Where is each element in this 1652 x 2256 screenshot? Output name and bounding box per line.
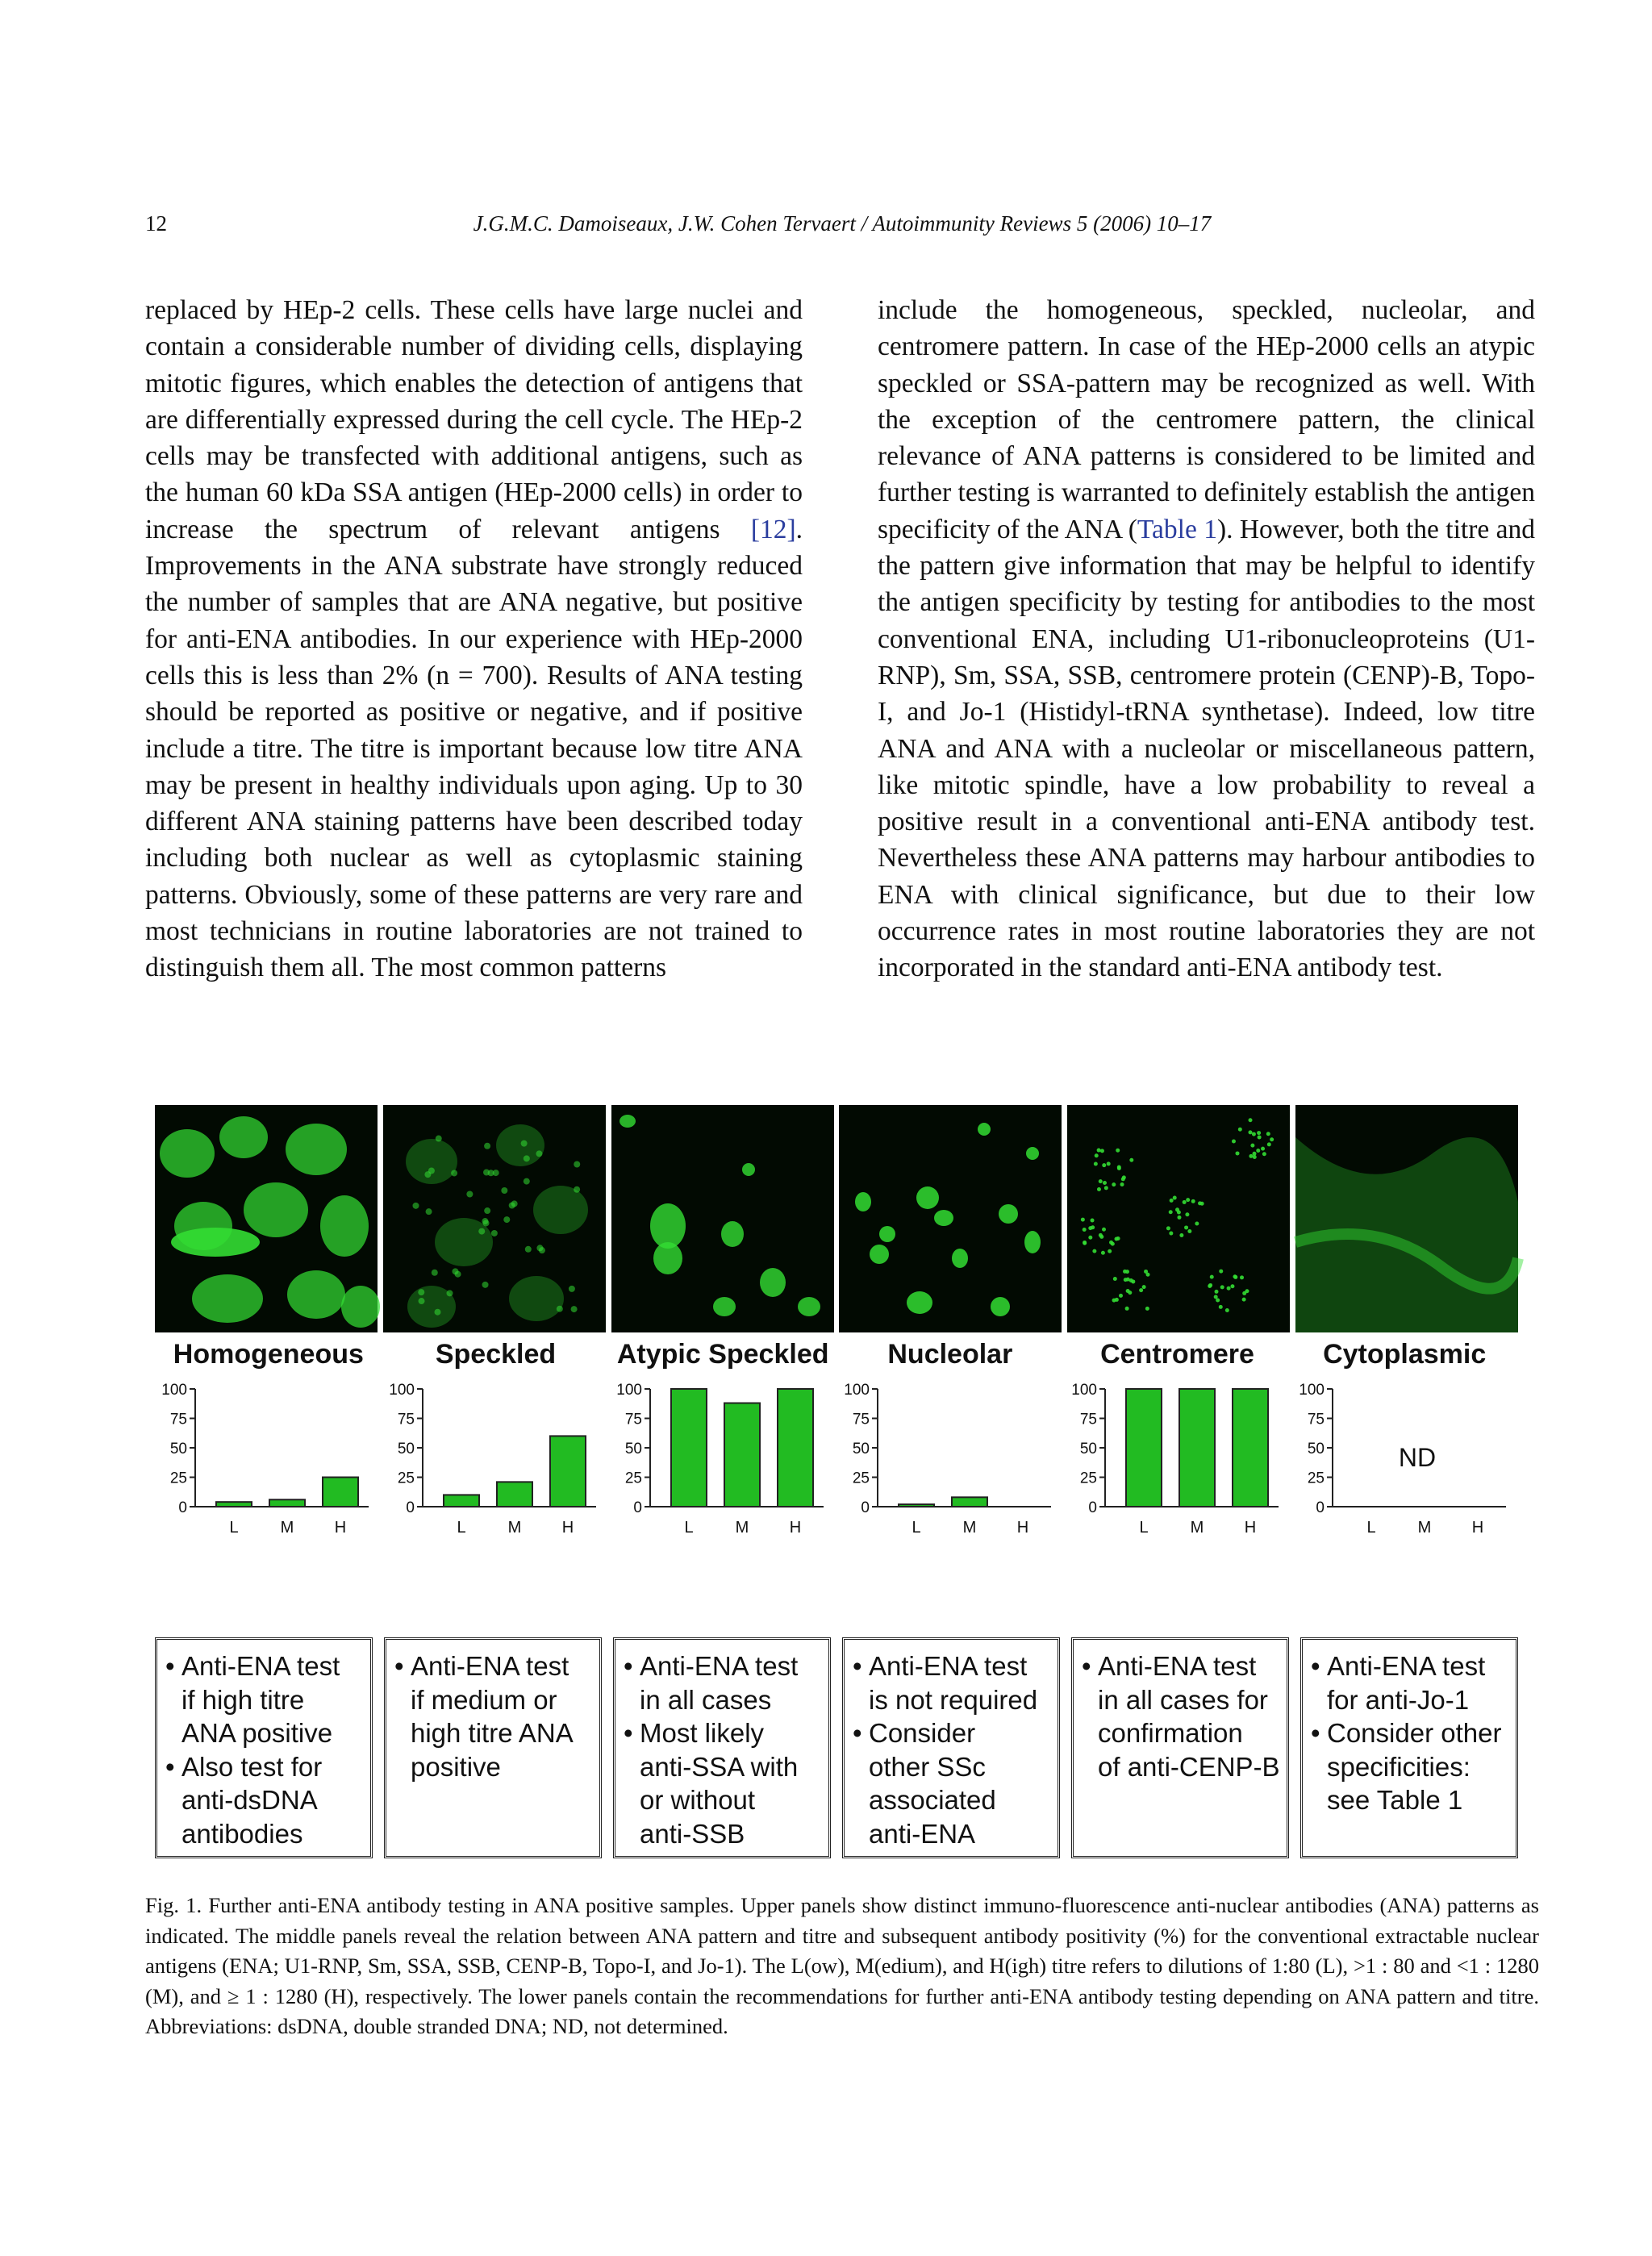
centromere-dot (1216, 1298, 1220, 1302)
panel-label: Homogeneous (173, 1339, 364, 1370)
bar (778, 1389, 813, 1507)
bar (323, 1478, 358, 1507)
centromere-dot (1219, 1270, 1223, 1274)
atypic-speckle (620, 1115, 636, 1128)
centromere-dot (1195, 1221, 1199, 1225)
nucleolus-dot (879, 1226, 895, 1242)
y-tick-label: 100 (844, 1382, 870, 1399)
centromere-dot (1091, 1225, 1095, 1229)
recommendation-box (842, 1637, 1060, 1858)
centromere-dot (1095, 1153, 1099, 1157)
micrograph-atypic-speckled (611, 1105, 834, 1332)
centromere-dot (1107, 1161, 1111, 1166)
y-tick-label: 50 (1307, 1441, 1325, 1457)
bar (444, 1495, 479, 1507)
speckle-dot (574, 1186, 580, 1193)
bar (1179, 1389, 1215, 1507)
centromere-dot (1242, 1298, 1246, 1302)
centromere-dot (1178, 1216, 1182, 1220)
citation-link[interactable]: [12] (750, 514, 796, 544)
y-tick-label: 100 (389, 1382, 415, 1399)
bar (1233, 1389, 1268, 1507)
recommendation-item: • Consider other specificities: see Table 1 (1311, 1716, 1511, 1817)
recommendation-list (394, 1649, 594, 1783)
panel-label: Cytoplasmic (1323, 1339, 1487, 1370)
centromere-dot (1210, 1275, 1214, 1279)
centromere-dot (1180, 1233, 1184, 1237)
nucleus-shape (341, 1286, 380, 1328)
speckle-dot (525, 1246, 532, 1253)
centromere-dot (1249, 1130, 1253, 1134)
bar (216, 1502, 252, 1507)
speckle-dot (484, 1207, 490, 1214)
body-column-left (145, 292, 803, 986)
x-tick-label: L (912, 1519, 921, 1537)
centromere-dot (1251, 1144, 1255, 1148)
chart-panel (844, 1382, 1051, 1537)
recommendation-list (165, 1649, 365, 1850)
micrograph-image (383, 1105, 606, 1332)
bar (899, 1504, 934, 1507)
speckle-dot (434, 1309, 440, 1316)
centromere-dot (1128, 1291, 1132, 1295)
x-tick-label: L (1139, 1519, 1149, 1537)
x-tick-label: M (1190, 1519, 1204, 1537)
panel-label: Speckled (435, 1339, 557, 1370)
centromere-dot (1186, 1198, 1190, 1202)
centromere-dot (1100, 1149, 1104, 1153)
nucleolus-dot (855, 1192, 871, 1211)
y-tick-label: 100 (1071, 1382, 1097, 1399)
centromere-dot (1208, 1284, 1212, 1288)
running-title: J.G.M.C. Damoiseaux, J.W. Cohen Tervaert / Autoimmunity Reviews 5 (2006) 10–17 (473, 211, 1212, 236)
speckle-dot (484, 1143, 490, 1149)
x-tick-label: L (457, 1519, 466, 1537)
centromere-dot (1256, 1149, 1260, 1153)
speckle-dot (418, 1289, 424, 1295)
centromere-dot (1261, 1147, 1265, 1151)
speckle-dot (446, 1290, 453, 1296)
speckle-dot (478, 1228, 485, 1235)
centromere-dot (1236, 1151, 1240, 1155)
y-tick-label: 75 (852, 1411, 870, 1428)
centromere-dot (1125, 1307, 1129, 1311)
chart-panel (389, 1382, 596, 1537)
speckle-dot (569, 1286, 575, 1292)
centromere-dot (1108, 1249, 1112, 1253)
nucleolus-dot (916, 1186, 939, 1209)
speckle-dot (501, 1187, 507, 1194)
nucleus-shape (160, 1129, 215, 1178)
paragraph: replaced by HEp-2 cells. These cells have large nuclei and contain a considerable number of dividing cells, displaying mitotic figures, which enables the detection of antigens that are differentially expressed during the cell cycle. The HEp-2 cells may be transfected with additional antigens, such as the human 60 kDa SSA antigen (HEp-2000 cells) in order to increase the spectrum of relevant antigens [12]. Improvements in the ANA substrate have strongly reduced the number of samples that are ANA negative, but positive for anti-ENA antibodies. In our experience with HEp-2000 cells this is less than 2% (n = 700). Results of ANA testing should be reported as positive or negative, and if positive include a titre. The titre is important because low titre ANA may be present in healthy individuals upon aging. Up to 30 different ANA staining patterns have been described today including both nuclear as well as cytoplasmic staining patterns. Obviously, some of these patterns are very rare and most technicians in routine laboratories are not trained to distinguish them all. The most common patterns (145, 295, 803, 983)
bar (671, 1389, 707, 1507)
chart-panel (1299, 1382, 1506, 1537)
centromere-dot (1262, 1152, 1266, 1156)
y-tick-label: 75 (1307, 1411, 1325, 1428)
y-tick-label: 25 (1307, 1470, 1325, 1487)
centromere-dot (1145, 1307, 1149, 1311)
y-tick-label: 0 (178, 1499, 187, 1516)
atypic-speckle (713, 1297, 736, 1316)
centromere-dot (1115, 1298, 1119, 1302)
speckle-dot (432, 1270, 438, 1276)
y-tick-label: 75 (624, 1411, 642, 1428)
centromere-dot (1083, 1228, 1087, 1232)
speckle-dot (570, 1306, 577, 1312)
centromere-dot (1184, 1225, 1188, 1229)
speckle-dot (425, 1208, 432, 1215)
centromere-dot (1132, 1279, 1136, 1283)
y-tick-label: 0 (861, 1499, 870, 1516)
nucleolus-dot (934, 1210, 953, 1226)
speckle-dot (574, 1161, 580, 1168)
centromere-dot (1097, 1187, 1101, 1191)
centromere-dot (1144, 1270, 1148, 1274)
recommendation-item: • Anti-ENA test in all cases (624, 1649, 824, 1716)
speckle-dot (436, 1136, 442, 1142)
centromere-dot (1166, 1226, 1170, 1230)
x-tick-label: M (1417, 1519, 1432, 1537)
nucleus-shape (509, 1276, 564, 1321)
centromere-dot (1183, 1200, 1187, 1204)
speckle-dot (536, 1150, 542, 1157)
centromere-dot (1170, 1232, 1174, 1236)
paragraph: include the homogeneous, speckled, nucleolar, and centromere pattern. In case of the HEp-2000 cells an atypic speckled or SSA-pattern may be recognized as well. With the exception of the centromere pattern, the clinical relevance of ANA patterns is considered to be limited and further testing is warranted to definitely establish the antigen specificity of the ANA (Table 1). However, both the titre and the pattern give information that may be helpful to identify the antigen specificity by testing for antibodies to the most conventional ENA, including U1-ribonucleoproteins (U1-RNP), Sm, SSA, SSB, centromere protein (CENP)-B, Topo-I, and Jo-1 (Histidyl-tRNA synthetase). Indeed, low titre ANA and ANA with a nucleolar or miscellaneous pattern, like mitotic spindle, have a low probability to reveal a positive result in a conventional anti-ENA antibody test. Nevertheless these ANA patterns may harbour antibodies to ENA with clinical significance, but due to their low occurrence rates in most routine laboratories they are not incorporated in the standard anti-ENA antibody test. (878, 295, 1535, 983)
micrograph-centromere (1067, 1105, 1290, 1332)
x-tick-label: H (561, 1519, 574, 1537)
recommendation-box (1300, 1637, 1518, 1858)
y-tick-label: 100 (616, 1382, 642, 1399)
micrograph-image (155, 1105, 378, 1332)
centromere-dot (1258, 1135, 1262, 1139)
centromere-dot (1139, 1288, 1143, 1292)
recommendation-item: • Anti-ENA test in all cases for confirmation of anti-CENP-B (1082, 1649, 1282, 1783)
y-tick-label: 100 (161, 1382, 187, 1399)
page-number: 12 (145, 211, 167, 236)
bar-charts-svg (155, 1382, 1518, 1537)
speckle-dot (451, 1170, 457, 1176)
x-tick-label: H (1244, 1519, 1257, 1537)
centromere-dot (1266, 1132, 1270, 1136)
centromere-dot (1231, 1284, 1235, 1288)
centromere-dot (1198, 1201, 1202, 1205)
centromere-dot (1112, 1182, 1116, 1186)
x-tick-label: M (280, 1519, 294, 1537)
recommendation-item: • Anti-ENA test if medium or high titre ANA positive (394, 1649, 594, 1783)
panel-labels (155, 1339, 1518, 1370)
centromere-dot (1253, 1155, 1257, 1159)
x-tick-label: L (684, 1519, 694, 1537)
nucleus-shape (192, 1274, 263, 1323)
speckle-dot (520, 1141, 527, 1147)
nucleolus-dot (1024, 1231, 1041, 1253)
centromere-dot (1169, 1210, 1173, 1214)
recommendation-list (624, 1649, 824, 1850)
speckle-dot (536, 1245, 543, 1251)
nucleus-shape (320, 1195, 369, 1257)
y-tick-label: 25 (397, 1470, 415, 1487)
centromere-dot (1238, 1128, 1242, 1132)
nucleus-shape (406, 1139, 457, 1184)
centromere-dot (1220, 1285, 1224, 1289)
recommendation-item: • Also test for anti-dsDNA antibodies (165, 1750, 365, 1851)
micrograph-image (839, 1105, 1062, 1332)
speckle-dot (491, 1230, 498, 1236)
y-tick-label: 25 (1079, 1470, 1097, 1487)
centromere-dot (1102, 1163, 1106, 1167)
centromere-dot (1104, 1186, 1108, 1190)
recommendation-item: • Consider other SSc associated anti-ENA (853, 1716, 1053, 1850)
y-tick-label: 0 (633, 1499, 642, 1516)
atypic-speckle (798, 1297, 820, 1316)
atypic-speckle (650, 1203, 686, 1249)
nucleus-shape (287, 1270, 345, 1319)
centromere-dot (1120, 1182, 1124, 1186)
micrograph-speckled (383, 1105, 606, 1332)
x-tick-label: H (1471, 1519, 1484, 1537)
y-tick-label: 100 (1299, 1382, 1325, 1399)
recommendation-item: • Anti-ENA test is not required (853, 1649, 1053, 1716)
y-tick-label: 75 (397, 1411, 415, 1428)
panel-label: Nucleolar (887, 1339, 1013, 1370)
centromere-dot (1177, 1210, 1181, 1214)
centromere-dot (1102, 1228, 1106, 1232)
centromere-dot (1111, 1242, 1115, 1246)
centromere-dot (1252, 1132, 1256, 1136)
x-tick-label: H (1016, 1519, 1029, 1537)
y-tick-label: 25 (624, 1470, 642, 1487)
y-tick-label: 50 (624, 1441, 642, 1457)
speckle-dot (487, 1170, 494, 1176)
bar (724, 1403, 760, 1507)
micrograph-image (611, 1105, 834, 1332)
caption-text: Fig. 1. Further anti-ENA antibody testing in ANA positive samples. Upper panels show distinct immuno-fluorescence anti-nuclear antibodies (ANA) patterns as indicated. The middle panels reveal the relation between ANA pattern and titre and subsequent antibody positivity (%) for the conventional extractable nuclear antigens (ENA; U1-RNP, Sm, SSA, SSB, CENP-B, Topo-I, and Jo-1). The L(ow), M(edium), and H(igh) titre refers to dilutions of 1:80 (L), >1 : 80 and <1 : 1280 (M), and ≥ 1 : 1280 (H), respectively. The lower panels contain the recommendations for further anti-ENA antibody testing depending on ANA pattern and titre. Abbreviations: dsDNA, double stranded DNA; ND, not determined. (145, 1893, 1539, 2038)
centromere-dot (1116, 1236, 1120, 1241)
titre-bar-charts (155, 1382, 1518, 1537)
y-tick-label: 50 (169, 1441, 187, 1457)
micrograph-image (1295, 1105, 1518, 1332)
nucleolus-dot (907, 1291, 932, 1314)
centromere-dot (1117, 1166, 1121, 1170)
page-header (145, 211, 1539, 244)
centromere-dot (1234, 1275, 1238, 1279)
recommendation-item: • Most likely anti-SSA with or without anti-SSB (624, 1716, 824, 1850)
speckle-dot (452, 1268, 458, 1274)
bar (550, 1436, 586, 1507)
recommendation-list (1082, 1649, 1282, 1783)
centromere-dot (1142, 1285, 1146, 1289)
centromere-dot (1173, 1196, 1177, 1200)
centromere-dot (1099, 1179, 1103, 1183)
nucleolus-dot (870, 1245, 889, 1264)
centromere-dot (1091, 1218, 1095, 1222)
centromere-dot (1089, 1236, 1093, 1240)
recommendation-item: • Anti-ENA test if high titre ANA positive (165, 1649, 365, 1750)
micrograph-row (155, 1105, 1518, 1332)
table-link[interactable]: Table 1 (1137, 514, 1217, 544)
nucleolus-dot (978, 1123, 991, 1136)
nucleolus-dot (952, 1249, 968, 1268)
speckle-dot (557, 1306, 563, 1312)
bar (269, 1499, 305, 1507)
centromere-dot (1081, 1218, 1085, 1222)
centromere-dot (1101, 1251, 1105, 1255)
chart-panel (616, 1382, 824, 1537)
panel-label: Centromere (1100, 1339, 1254, 1370)
y-tick-label: 25 (169, 1470, 187, 1487)
mitotic-figure (171, 1228, 260, 1257)
centromere-dot (1097, 1149, 1101, 1153)
centromere-dot (1232, 1140, 1236, 1144)
recommendation-list (1311, 1649, 1511, 1817)
centromere-dot (1240, 1275, 1244, 1279)
nucleolus-dot (999, 1204, 1018, 1224)
y-tick-label: 75 (1079, 1411, 1097, 1428)
centromere-dot (1122, 1175, 1126, 1179)
speckle-dot (418, 1298, 424, 1304)
y-tick-label: 0 (406, 1499, 415, 1516)
x-tick-label: L (229, 1519, 239, 1537)
micrograph-homogeneous (155, 1105, 378, 1332)
y-tick-label: 50 (852, 1441, 870, 1457)
centromere-dot (1113, 1277, 1117, 1281)
panel-label: Atypic Speckled (616, 1339, 829, 1370)
y-tick-label: 50 (1079, 1441, 1097, 1457)
atypic-speckle (721, 1221, 744, 1247)
bar (497, 1482, 532, 1507)
recommendation-boxes (155, 1637, 1518, 1865)
nucleus-shape (244, 1182, 308, 1237)
y-tick-label: 50 (397, 1441, 415, 1457)
nucleus-shape (496, 1124, 544, 1166)
y-tick-label: 0 (1088, 1499, 1097, 1516)
y-tick-label: 75 (169, 1411, 187, 1428)
y-tick-label: 0 (1316, 1499, 1325, 1516)
recommendation-item: • Anti-ENA test for anti-Jo-1 (1311, 1649, 1511, 1716)
speckle-dot (428, 1167, 435, 1174)
x-tick-label: H (334, 1519, 347, 1537)
speckle-dot (524, 1155, 530, 1161)
atypic-speckle (653, 1242, 682, 1274)
nucleolus-dot (991, 1297, 1010, 1316)
body-column-right (878, 292, 1535, 986)
chart-panel (161, 1382, 369, 1537)
centromere-dot (1099, 1233, 1103, 1237)
centromere-dot (1124, 1278, 1128, 1282)
speckle-dot (503, 1216, 510, 1223)
nd-annotation: ND (1398, 1443, 1437, 1472)
centromere-dot (1188, 1229, 1192, 1233)
speckle-dot (482, 1218, 488, 1224)
centromere-dot (1191, 1199, 1195, 1203)
bar (952, 1497, 987, 1507)
nucleus-shape (286, 1124, 347, 1175)
micrograph-nucleolar (839, 1105, 1062, 1332)
centromere-dot (1267, 1142, 1271, 1146)
centromere-dot (1093, 1249, 1097, 1253)
recommendation-box (155, 1637, 373, 1858)
recommendation-box (613, 1637, 831, 1858)
centromere-dot (1270, 1137, 1274, 1141)
micrograph-image (1067, 1105, 1290, 1332)
speckle-dot (466, 1191, 473, 1198)
speckle-dot (524, 1178, 530, 1185)
x-tick-label: L (1366, 1519, 1376, 1537)
x-tick-label: M (507, 1519, 522, 1537)
bar (1126, 1389, 1162, 1507)
x-tick-label: M (735, 1519, 749, 1537)
centromere-dot (1227, 1286, 1231, 1291)
centromere-dot (1219, 1305, 1223, 1309)
centromere-dot (1103, 1181, 1107, 1185)
recommendation-box (1071, 1637, 1289, 1858)
x-tick-label: M (962, 1519, 977, 1537)
nucleolus-dot (1026, 1147, 1039, 1160)
centromere-dot (1130, 1158, 1134, 1162)
centromere-dot (1170, 1199, 1174, 1203)
micrograph-cytoplasmic (1295, 1105, 1518, 1332)
centromere-dot (1094, 1161, 1098, 1166)
x-tick-label: H (789, 1519, 802, 1537)
centromere-dot (1116, 1149, 1120, 1153)
speckle-dot (412, 1203, 419, 1209)
centromere-dot (1225, 1308, 1229, 1312)
centromere-dot (1249, 1154, 1254, 1158)
centromere-dot (1257, 1131, 1261, 1135)
y-tick-label: 25 (852, 1470, 870, 1487)
speckle-dot (482, 1282, 488, 1288)
centromere-dot (1186, 1212, 1190, 1216)
nucleus-shape (219, 1116, 268, 1158)
centromere-dot (1249, 1118, 1253, 1122)
centromere-dot (1242, 1291, 1246, 1295)
centromere-dot (1215, 1290, 1219, 1294)
centromere-dot (1119, 1294, 1123, 1298)
atypic-speckle (742, 1163, 755, 1176)
recommendation-box (384, 1637, 602, 1858)
speckle-dot (511, 1200, 517, 1207)
figure-caption (145, 1891, 1539, 2042)
nucleus-shape (533, 1186, 588, 1234)
centromere-dot (1083, 1241, 1087, 1245)
centromere-dot (1125, 1270, 1129, 1274)
recommendation-list (853, 1649, 1053, 1850)
atypic-speckle (760, 1268, 786, 1297)
chart-panel (1071, 1382, 1279, 1537)
